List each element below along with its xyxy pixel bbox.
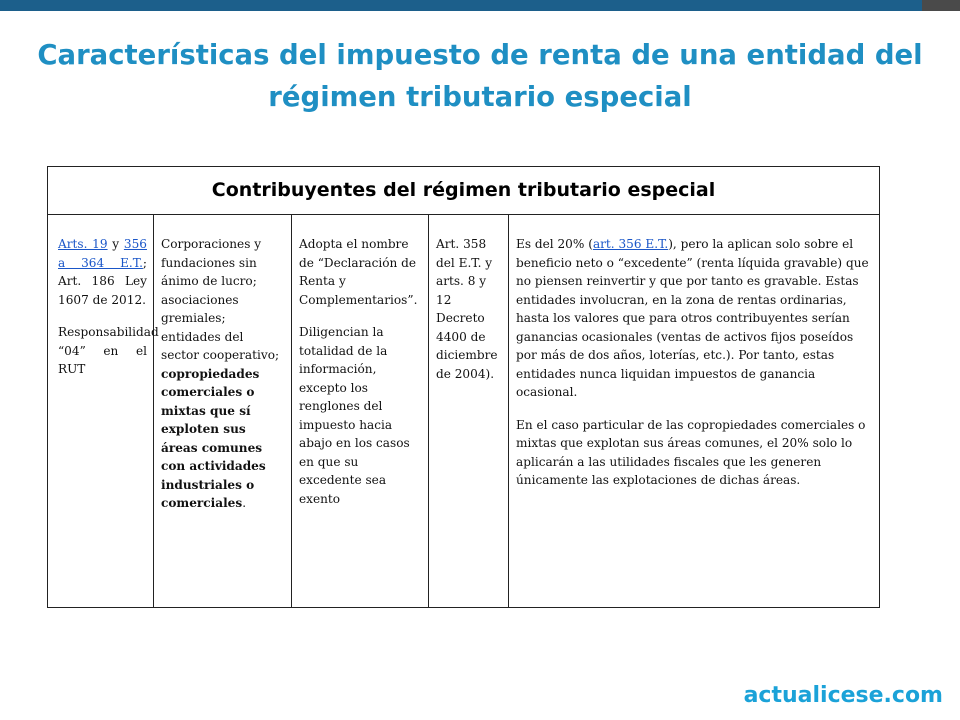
regime-table <box>47 166 880 608</box>
entities-cell <box>154 215 292 608</box>
art-356-link[interactable]: art. 356 E.T. <box>592 237 669 251</box>
entities-text <box>161 235 285 513</box>
table-row <box>48 215 880 608</box>
entities-end: . <box>242 496 247 510</box>
entities-bold: copropiedades comerciales o mixtas que sí exploten sus áreas comunes con actividades industriales o comerciales <box>161 366 266 510</box>
declaration-name-text: Adopta el nombre de “Declaración de Renta y Complementarios”. <box>299 237 418 307</box>
decree-text: Art. 358 del E.T. y arts. 8 y 12 Decreto 4400 de diciembre de 2004). <box>436 237 498 381</box>
arts-19-link[interactable]: Arts. 19 <box>58 237 108 251</box>
table-header: Contribuyentes del régimen tributario especial <box>48 167 880 215</box>
brand-logo-text: actualicese.com <box>743 683 943 708</box>
legal-basis-rest: ; Art. 186 Ley 1607 de 2012. <box>58 255 147 307</box>
rate-text-rest: ), pero la aplican solo sobre el beneficio neto o “excedente” (renta líquida gravable) que no piensen reinvertir y que por tanto es gravable. Estas entidades involucran, en la zona de rentas ordinarias, hasta los valores que para otros contribuyentes serían ganancias ocasionales (ventas de activos fijos poseídos por más de dos años, loterías, etc.). Por tanto, estas entidades nunca liquidan impuestos de ganancia ocasional. <box>516 237 869 399</box>
top-accent-bar-dark <box>922 0 960 11</box>
rate-text-start: Es del 20% ( <box>516 237 593 251</box>
slide-title: Características del impuesto de renta de una entidad del régimen tributario especial <box>37 39 923 113</box>
rut-responsibility-note: Responsabilidad “04” en el RUT <box>58 325 159 376</box>
copropiedades-text: En el caso particular de las copropiedades comerciales o mixtas que explotan sus áreas comunes, el 20% solo lo aplicarán a las utilidades fiscales que les generen únicamente las explotaciones de dichas áreas. <box>516 417 866 487</box>
declaration-cell <box>292 215 429 608</box>
rate-text <box>516 235 873 402</box>
entities-plain: Corporaciones y fundaciones sin ánimo de lucro; asociaciones gremiales; entidades del sector cooperativo; <box>161 237 280 362</box>
table-header-row <box>48 167 880 215</box>
declaration-fill-text: Diligencian la totalidad de la información, excepto los renglones del impuesto hacia abajo en los casos en que su excedente sea exento <box>299 325 410 506</box>
rate-cell <box>509 215 880 608</box>
decree-cell <box>429 215 509 608</box>
top-accent-bar <box>0 0 922 11</box>
arts-356-364-link[interactable]: 356 a 364 E.T. <box>58 237 147 270</box>
legal-basis-connector: y <box>107 237 124 251</box>
legal-basis-cell <box>48 215 159 608</box>
legal-basis-text <box>58 235 147 309</box>
